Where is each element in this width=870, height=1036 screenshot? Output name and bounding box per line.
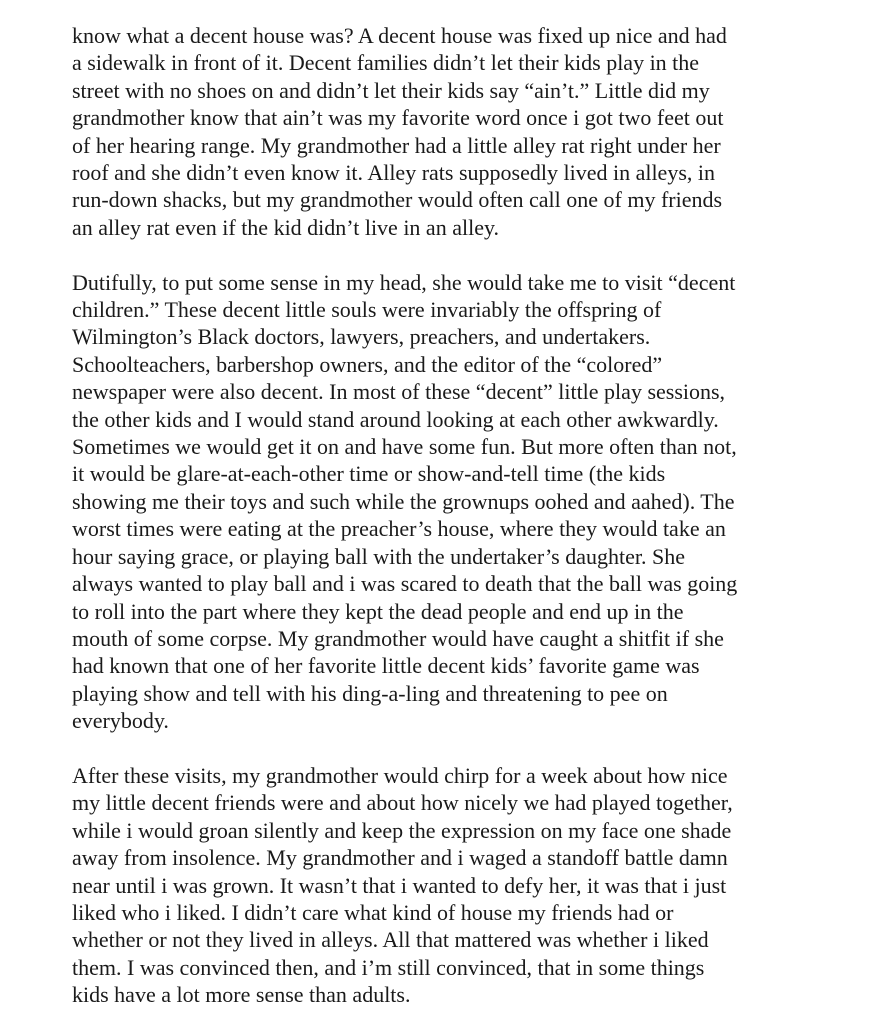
text-line: always wanted to play ball and i was scared to death that the ball was going bbox=[72, 571, 738, 597]
text-line: street with no shoes on and didn’t let their kids say “ain’t.” Little did my bbox=[72, 77, 710, 103]
text-line: whether or not they lived in alleys. All that mattered was whether i liked bbox=[72, 927, 709, 953]
text-line: an alley rat even if the kid didn’t live in an alley. bbox=[72, 214, 500, 240]
text-line: had known that one of her favorite little decent kids’ favorite game was bbox=[72, 653, 700, 679]
paragraph-2 bbox=[72, 269, 862, 735]
text-line: worst times were eating at the preacher’s house, where they would take an bbox=[72, 516, 726, 542]
text-line: while i would groan silently and keep the expression on my face one shade bbox=[72, 817, 732, 843]
text-line: kids have a lot more sense than adults. bbox=[72, 982, 411, 1008]
text-line: it would be glare-at-each-other time or show-and-tell time (the kids bbox=[72, 461, 666, 487]
text-line: near until i was grown. It wasn’t that i wanted to defy her, it was that i just bbox=[72, 872, 727, 898]
text-line: roof and she didn’t even know it. Alley rats supposedly lived in alleys, in bbox=[72, 160, 715, 186]
text-line: hour saying grace, or playing ball with the undertaker’s daughter. She bbox=[72, 543, 685, 569]
paragraph-3 bbox=[72, 762, 862, 1009]
text-line: showing me their toys and such while the grownups oohed and aahed). The bbox=[72, 488, 735, 514]
text-line: playing show and tell with his ding-a-ling and threatening to pee on bbox=[72, 680, 668, 706]
text-line: After these visits, my grandmother would chirp for a week about how nice bbox=[72, 762, 728, 788]
text-line: to roll into the part where they kept the dead people and end up in the bbox=[72, 598, 684, 624]
document-page bbox=[72, 22, 862, 1036]
text-line: run-down shacks, but my grandmother would often call one of my friends bbox=[72, 187, 723, 213]
text-line: children.” These decent little souls were invariably the offspring of bbox=[72, 297, 662, 323]
text-line: my little decent friends were and about how nicely we had played together, bbox=[72, 790, 733, 816]
text-line: of her hearing range. My grandmother had a little alley rat right under her bbox=[72, 132, 721, 158]
text-line: know what a decent house was? A decent house was fixed up nice and had bbox=[72, 23, 727, 48]
text-line: away from insolence. My grandmother and i waged a standoff battle damn bbox=[72, 845, 728, 871]
text-line: newspaper were also decent. In most of these “decent” little play sessions, bbox=[72, 379, 726, 405]
text-line: Sometimes we would get it on and have some fun. But more often than not, bbox=[72, 434, 737, 460]
text-line: Schoolteachers, barbershop owners, and the editor of the “colored” bbox=[72, 351, 663, 377]
text-line: a sidewalk in front of it. Decent families didn’t let their kids play in the bbox=[72, 50, 700, 76]
text-line: grandmother know that ain’t was my favorite word once i got two feet out bbox=[72, 105, 724, 131]
text-line: everybody. bbox=[72, 708, 169, 734]
text-line: Wilmington’s Black doctors, lawyers, preachers, and undertakers. bbox=[72, 324, 651, 350]
text-line: them. I was convinced then, and i’m still convinced, that in some things bbox=[72, 954, 705, 980]
paragraph-1 bbox=[72, 22, 862, 241]
text-line: liked who i liked. I didn’t care what kind of house my friends had or bbox=[72, 899, 674, 925]
text-line: mouth of some corpse. My grandmother would have caught a shitfit if she bbox=[72, 625, 724, 651]
text-line: Dutifully, to put some sense in my head, she would take me to visit “decent bbox=[72, 269, 736, 295]
text-line: the other kids and I would stand around looking at each other awkwardly. bbox=[72, 406, 719, 432]
